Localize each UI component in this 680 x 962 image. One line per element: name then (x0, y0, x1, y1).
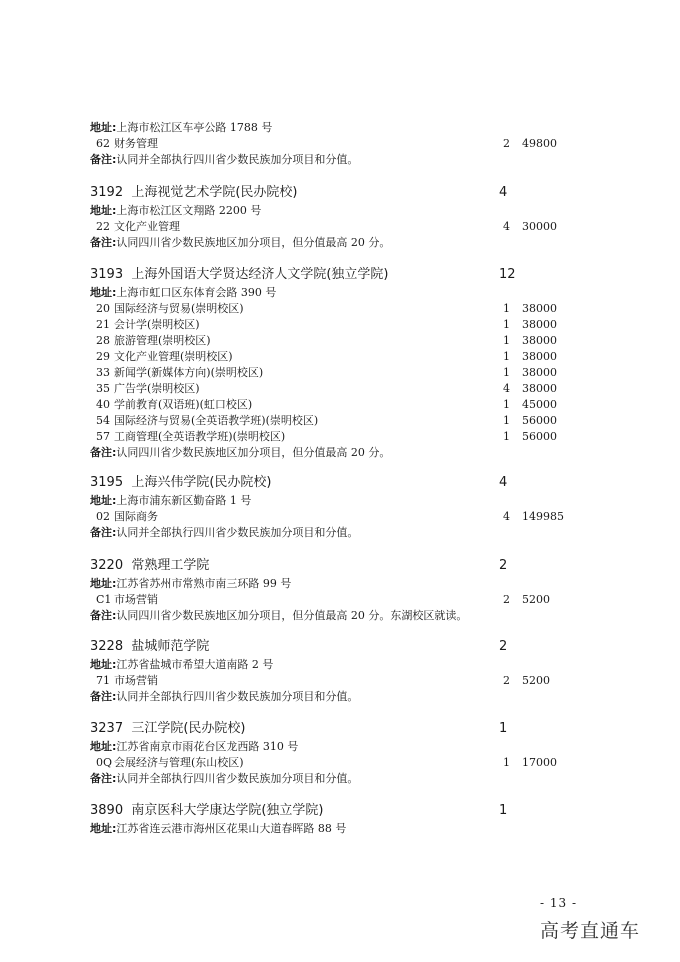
major-name: 文化产业管理(崇明校区) (114, 350, 233, 363)
major-code: 35 (96, 382, 110, 395)
note-text: 认同四川省少数民族地区加分项目，但分值最高 20 分。东湖校区就读。 (116, 609, 468, 622)
major-name: 广告学(崇明校区) (114, 382, 200, 395)
major-name: 会计学(崇明校区) (114, 318, 200, 331)
address-label: 地址: (90, 286, 117, 299)
address-label: 地址: (90, 822, 117, 835)
major-quota: 4 (503, 510, 510, 523)
major-fee: 149985 (522, 510, 564, 523)
address-text: 江苏省苏州市常熟市南三环路 99 号 (116, 577, 292, 590)
address-label: 地址: (90, 740, 117, 753)
address-text: 江苏省南京市雨花台区龙西路 310 号 (116, 740, 299, 753)
address-text: 上海市浦东新区勤奋路 1 号 (116, 494, 252, 507)
major-code: 28 (96, 334, 110, 347)
note-label: 备注: (90, 609, 117, 622)
major-code: 71 (96, 674, 110, 687)
note-row (90, 152, 610, 168)
major-name: 国际商务 (114, 510, 158, 523)
school-block (90, 556, 610, 624)
major-quota: 1 (503, 318, 510, 331)
major-quota: 1 (503, 756, 510, 769)
school-name: 三江学院(民办院校) (131, 721, 246, 736)
note-text: 认同并全部执行四川省少数民族加分项目和分值。 (116, 772, 359, 785)
school-id: 3220 (90, 558, 124, 573)
note-row (90, 771, 610, 787)
major-row (90, 413, 610, 429)
major-quota: 2 (503, 674, 510, 687)
note-label: 备注: (90, 772, 117, 785)
page-number: - 13 - (540, 896, 578, 910)
address-row (90, 120, 610, 136)
major-name: 财务管理 (114, 137, 158, 150)
school-name: 常熟理工学院 (131, 558, 210, 573)
major-name: 国际经济与贸易(崇明校区) (114, 302, 244, 315)
school-name: 上海兴伟学院(民办院校) (131, 475, 272, 490)
major-row (90, 349, 610, 365)
major-row (90, 317, 610, 333)
major-name: 市场营销 (114, 674, 158, 687)
major-quota: 1 (503, 398, 510, 411)
major-fee: 49800 (522, 137, 557, 150)
note-label: 备注: (90, 526, 117, 539)
major-code: 02 (96, 510, 110, 523)
major-row (90, 509, 610, 525)
address-label: 地址: (90, 658, 117, 671)
school-total: 12 (499, 267, 516, 282)
note-row (90, 235, 610, 251)
school-block (90, 637, 610, 705)
note-label: 备注: (90, 446, 117, 459)
major-code: C1 (96, 593, 112, 606)
school-block (90, 473, 610, 541)
address-text: 江苏省盐城市希望大道南路 2 号 (116, 658, 274, 671)
major-code: 21 (96, 318, 110, 331)
major-quota: 4 (503, 382, 510, 395)
major-fee: 5200 (522, 674, 550, 687)
address-text: 江苏省连云港市海州区花果山大道春晖路 88 号 (116, 822, 347, 835)
school-id: 3195 (90, 475, 124, 490)
school-block (90, 183, 610, 251)
address-label: 地址: (90, 121, 117, 134)
address-row (90, 821, 610, 837)
note-row (90, 445, 610, 461)
watermark: 高考直通车 (540, 920, 641, 942)
major-quota: 2 (503, 593, 510, 606)
major-name: 旅游管理(崇明校区) (114, 334, 211, 347)
major-quota: 1 (503, 302, 510, 315)
major-code: 29 (96, 350, 110, 363)
school-total: 1 (499, 721, 508, 736)
school-title (90, 801, 610, 821)
school-total: 1 (499, 803, 508, 818)
note-row (90, 608, 610, 624)
major-fee: 5200 (522, 593, 550, 606)
school-name: 上海视觉艺术学院(民办院校) (131, 185, 298, 200)
major-fee: 17000 (522, 756, 557, 769)
major-fee: 56000 (522, 414, 557, 427)
major-name: 国际经济与贸易(全英语教学班)(崇明校区) (114, 414, 319, 427)
major-code: 57 (96, 430, 110, 443)
address-row (90, 657, 610, 673)
school-total: 4 (499, 185, 508, 200)
school-block (90, 120, 610, 168)
major-row (90, 673, 610, 689)
major-row (90, 219, 610, 235)
major-name: 市场营销 (114, 593, 158, 606)
address-text: 上海市松江区文翔路 2200 号 (116, 204, 262, 217)
major-row (90, 333, 610, 349)
school-block (90, 265, 610, 461)
major-row (90, 429, 610, 445)
address-text: 上海市虹口区东体育会路 390 号 (116, 286, 277, 299)
major-fee: 45000 (522, 398, 557, 411)
note-text: 认同四川省少数民族地区加分项目，但分值最高 20 分。 (116, 236, 391, 249)
major-fee: 38000 (522, 302, 557, 315)
major-name: 学前教育(双语班)(虹口校区) (114, 398, 253, 411)
address-row (90, 203, 610, 219)
school-block (90, 719, 610, 787)
major-row (90, 381, 610, 397)
note-label: 备注: (90, 236, 117, 249)
major-code: 20 (96, 302, 110, 315)
address-label: 地址: (90, 204, 117, 217)
school-title (90, 637, 610, 657)
school-title (90, 556, 610, 576)
major-code: 62 (96, 137, 110, 150)
note-row (90, 525, 610, 541)
major-quota: 1 (503, 430, 510, 443)
school-name: 上海外国语大学贤达经济人文学院(独立学院) (131, 267, 389, 282)
major-row (90, 397, 610, 413)
note-row (90, 689, 610, 705)
major-code: 33 (96, 366, 110, 379)
major-fee: 38000 (522, 350, 557, 363)
note-text: 认同并全部执行四川省少数民族加分项目和分值。 (116, 526, 359, 539)
school-title (90, 265, 610, 285)
major-fee: 38000 (522, 318, 557, 331)
school-id: 3890 (90, 803, 124, 818)
address-label: 地址: (90, 494, 117, 507)
address-row (90, 493, 610, 509)
school-id: 3192 (90, 185, 124, 200)
major-fee: 38000 (522, 366, 557, 379)
major-fee: 38000 (522, 334, 557, 347)
school-id: 3193 (90, 267, 124, 282)
school-name: 南京医科大学康达学院(独立学院) (131, 803, 324, 818)
major-name: 文化产业管理 (114, 220, 180, 233)
school-title (90, 473, 610, 493)
major-fee: 38000 (522, 382, 557, 395)
address-row (90, 739, 610, 755)
address-row (90, 285, 610, 301)
major-name: 会展经济与管理(东山校区) (114, 756, 244, 769)
note-label: 备注: (90, 690, 117, 703)
note-label: 备注: (90, 153, 117, 166)
note-text: 认同并全部执行四川省少数民族加分项目和分值。 (116, 153, 359, 166)
school-total: 2 (499, 639, 508, 654)
major-code: 0Q (96, 756, 113, 769)
major-code: 22 (96, 220, 110, 233)
address-text: 上海市松江区车亭公路 1788 号 (116, 121, 273, 134)
school-block (90, 801, 610, 837)
major-fee: 30000 (522, 220, 557, 233)
major-fee: 56000 (522, 430, 557, 443)
major-quota: 1 (503, 350, 510, 363)
major-quota: 2 (503, 137, 510, 150)
school-total: 2 (499, 558, 508, 573)
school-name: 盐城师范学院 (131, 639, 210, 654)
school-total: 4 (499, 475, 508, 490)
major-code: 54 (96, 414, 110, 427)
major-quota: 1 (503, 334, 510, 347)
address-label: 地址: (90, 577, 117, 590)
major-row (90, 592, 610, 608)
school-title (90, 183, 610, 203)
major-name: 工商管理(全英语教学班)(崇明校区) (114, 430, 286, 443)
major-quota: 1 (503, 366, 510, 379)
major-row (90, 136, 610, 152)
address-row (90, 576, 610, 592)
school-id: 3237 (90, 721, 124, 736)
major-quota: 1 (503, 414, 510, 427)
school-title (90, 719, 610, 739)
major-name: 新闻学(新媒体方向)(崇明校区) (114, 366, 264, 379)
major-code: 40 (96, 398, 110, 411)
major-row (90, 365, 610, 381)
major-row (90, 301, 610, 317)
note-text: 认同并全部执行四川省少数民族加分项目和分值。 (116, 690, 359, 703)
school-id: 3228 (90, 639, 124, 654)
note-text: 认同四川省少数民族地区加分项目，但分值最高 20 分。 (116, 446, 391, 459)
major-quota: 4 (503, 220, 510, 233)
major-row (90, 755, 610, 771)
